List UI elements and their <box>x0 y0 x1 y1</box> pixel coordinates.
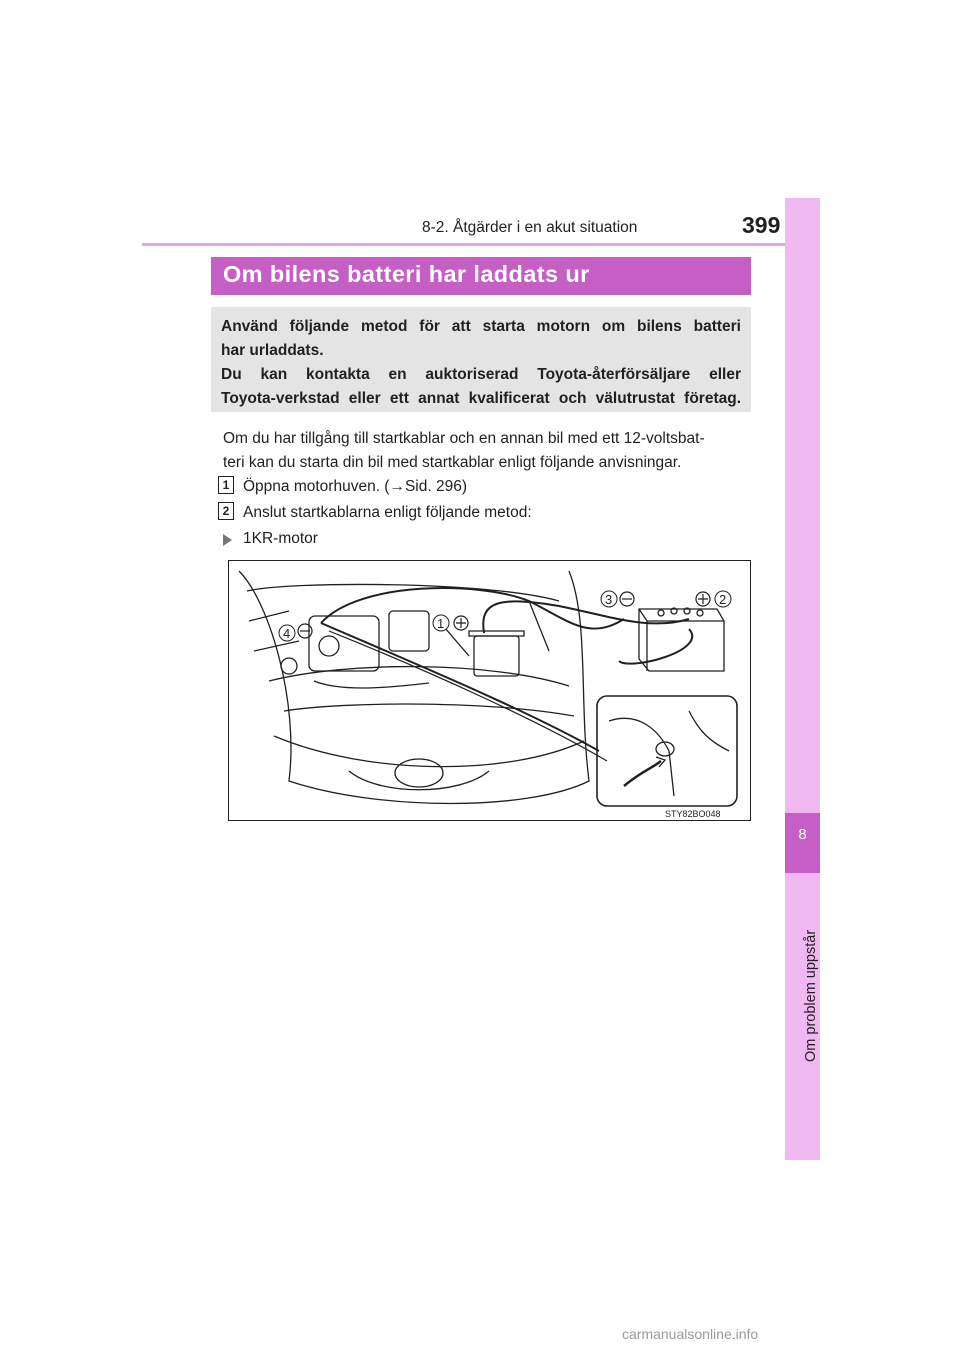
chapter-number-tab <box>785 813 820 873</box>
step-number-badge: 1 <box>218 476 234 494</box>
header-rule <box>142 243 820 246</box>
callout-label: 2 <box>719 592 727 607</box>
watermark-text: carmanualsonline.info <box>622 1326 759 1342</box>
callout-label: 4 <box>283 626 291 641</box>
notice-line: Använd följande metod för att starta motorn om bilens batteri <box>221 318 741 335</box>
chapter-number: 8 <box>798 826 807 843</box>
notice-line: Du kan kontakta en auktoriserad Toyota-återförsäljare eller <box>221 366 741 383</box>
header-section-title: 8-2. Åtgärder i en akut situation <box>422 219 638 236</box>
callout-label: 3 <box>605 592 613 607</box>
notice-box <box>211 307 751 412</box>
section-title-bar <box>211 257 751 295</box>
chapter-title: Om problem uppstår <box>803 929 819 1062</box>
step-text: Öppna motorhuven. (→Sid. 296) <box>243 478 468 495</box>
step-text: Anslut startkablarna enligt följande metod: <box>243 504 532 521</box>
figure-code: STY82BO048 <box>665 809 721 819</box>
intro-line: teri kan du starta din bil med startkablar enligt följande anvisningar. <box>223 454 682 471</box>
bullet-triangle-icon <box>223 534 232 546</box>
step-number-badge: 2 <box>218 502 234 520</box>
page-number: 399 <box>742 212 781 238</box>
jump-start-illustration <box>228 560 751 821</box>
engine-bay-drawing <box>229 561 751 821</box>
bullet-text: 1KR-motor <box>243 530 318 547</box>
notice-line: Toyota-verkstad eller ett annat kvalificerat och välutrustat företag. <box>221 390 741 407</box>
section-title: Om bilens batteri har laddats ur <box>223 261 590 287</box>
intro-line: Om du har tillgång till startkablar och en annan bil med ett 12-voltsbat- <box>223 430 705 447</box>
callout-label: 1 <box>437 616 445 631</box>
notice-line: har urladdats. <box>221 342 324 359</box>
